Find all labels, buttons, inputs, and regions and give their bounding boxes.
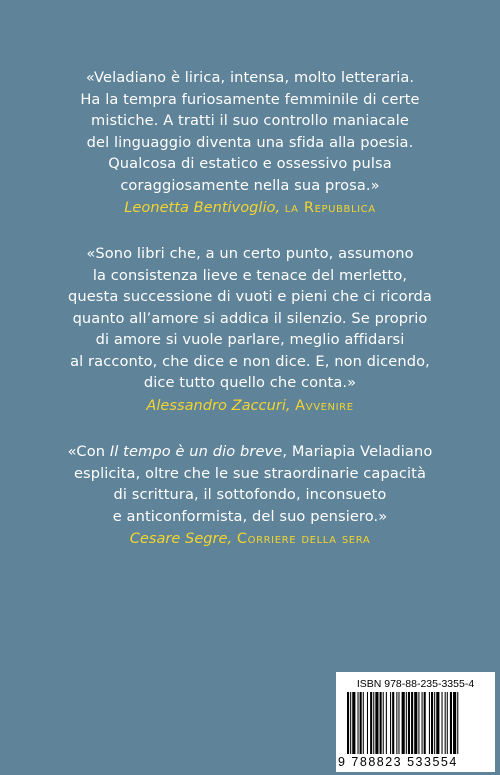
- barcode-bar: [396, 692, 397, 754]
- quote-line: di scrittura, il sottofondo, inconsueto: [113, 486, 387, 503]
- book-title: Il tempo è un dio breve: [109, 443, 283, 460]
- quote-source: Corriere della sera: [236, 530, 371, 547]
- barcode-bar: [370, 692, 372, 754]
- barcode-bar: [445, 692, 446, 754]
- barcode-bar: [360, 692, 362, 754]
- quote-block-3: [0, 441, 500, 550]
- barcode-bar: [386, 692, 387, 754]
- barcode-bar: [380, 692, 382, 754]
- barcode-bar: [424, 692, 426, 754]
- barcode-bar: [442, 692, 443, 754]
- quote-line: questa successione di vuoti e pieni che ci ricorda: [68, 288, 432, 305]
- quote-line: [0, 441, 500, 463]
- barcode-bar: [434, 692, 435, 754]
- barcode-bar: [352, 692, 355, 754]
- barcode-bar: [373, 692, 374, 754]
- quote-block-2: [0, 243, 500, 416]
- barcode-digits: 9 788823 533554: [338, 755, 458, 769]
- quote-source: la Repubblica: [284, 199, 376, 216]
- barcode-bar: [436, 692, 439, 754]
- quote-line: «Veladiano è lirica, intensa, molto letteraria.: [85, 69, 415, 86]
- quote-line: mistiche. A tratti il suo controllo maniacale: [91, 112, 409, 129]
- quote-text: , Mariapia Veladiano: [282, 443, 433, 460]
- quote-line: Qualcosa di estatico e ossessivo pulsa: [108, 155, 392, 172]
- barcode-bar: [402, 692, 405, 754]
- barcode-bar: [406, 692, 407, 754]
- quote-line: di amore si vuole parlare, meglio affidarsi: [95, 331, 405, 348]
- barcode-bar: [363, 692, 364, 754]
- barcode-bar: [358, 692, 359, 754]
- isbn-label: ISBN 978-88-235-3355-4: [356, 678, 475, 690]
- barcode-bar: [431, 692, 433, 754]
- barcode-bar: [447, 692, 448, 754]
- quote-attribution: [0, 197, 500, 219]
- barcode-bar: [408, 692, 410, 754]
- barcode-bar: [418, 692, 419, 754]
- quote-line: coraggiosamente nella sua prosa.»: [120, 176, 380, 194]
- barcode-bar: [350, 692, 351, 754]
- barcode-bar: [422, 692, 423, 754]
- quote-text: «Con: [67, 443, 110, 460]
- barcode-bar: [347, 692, 349, 754]
- barcode-bar: [390, 692, 391, 754]
- quote-line: del linguaggio diventa una sfida alla poesia.: [86, 133, 414, 151]
- quote-author: Alessandro Zaccuri,: [146, 396, 291, 414]
- quote-author: Cesare Segre,: [129, 530, 233, 547]
- barcode-bar: [383, 692, 384, 754]
- barcode-bar: [457, 692, 458, 754]
- isbn-barcode: [336, 672, 495, 772]
- barcode-bar: [398, 692, 399, 754]
- quote-attribution: [0, 395, 500, 417]
- barcode-bar: [392, 692, 394, 754]
- barcode-bar: [375, 692, 378, 754]
- quote-line: al racconto, che dice e non dice. E, non dicendo,: [70, 352, 430, 370]
- quote-source: Avvenire: [295, 396, 354, 414]
- quote-author: Leonetta Bentivoglio,: [124, 199, 281, 216]
- barcode-bar: [429, 692, 430, 754]
- quote-block-1: [0, 67, 500, 219]
- quote-attribution: [0, 528, 500, 550]
- quote-line: «Sono libri che, a un certo punto, assumono: [86, 245, 414, 262]
- quote-line: la consistenza lieve e tenace del merletto,: [92, 266, 408, 284]
- quote-line: quanto all’amore si addica il silenzio. Se proprio: [72, 309, 428, 327]
- barcode-bar: [450, 692, 452, 754]
- barcode-bar: [367, 692, 368, 754]
- quote-line: e anticonformista, del suo pensiero.»: [112, 507, 388, 525]
- quote-line: Ha la tempra furiosamente femminile di certe: [80, 90, 420, 108]
- barcode-bar: [453, 692, 456, 754]
- barcode-bar: [411, 692, 413, 754]
- barcode-bar: [414, 692, 417, 754]
- barcode-bars: [347, 692, 487, 754]
- quote-line: esplicita, oltre che le sue straordinarie capacità: [73, 464, 427, 482]
- quote-line: dice tutto quello che conta.»: [143, 374, 357, 391]
